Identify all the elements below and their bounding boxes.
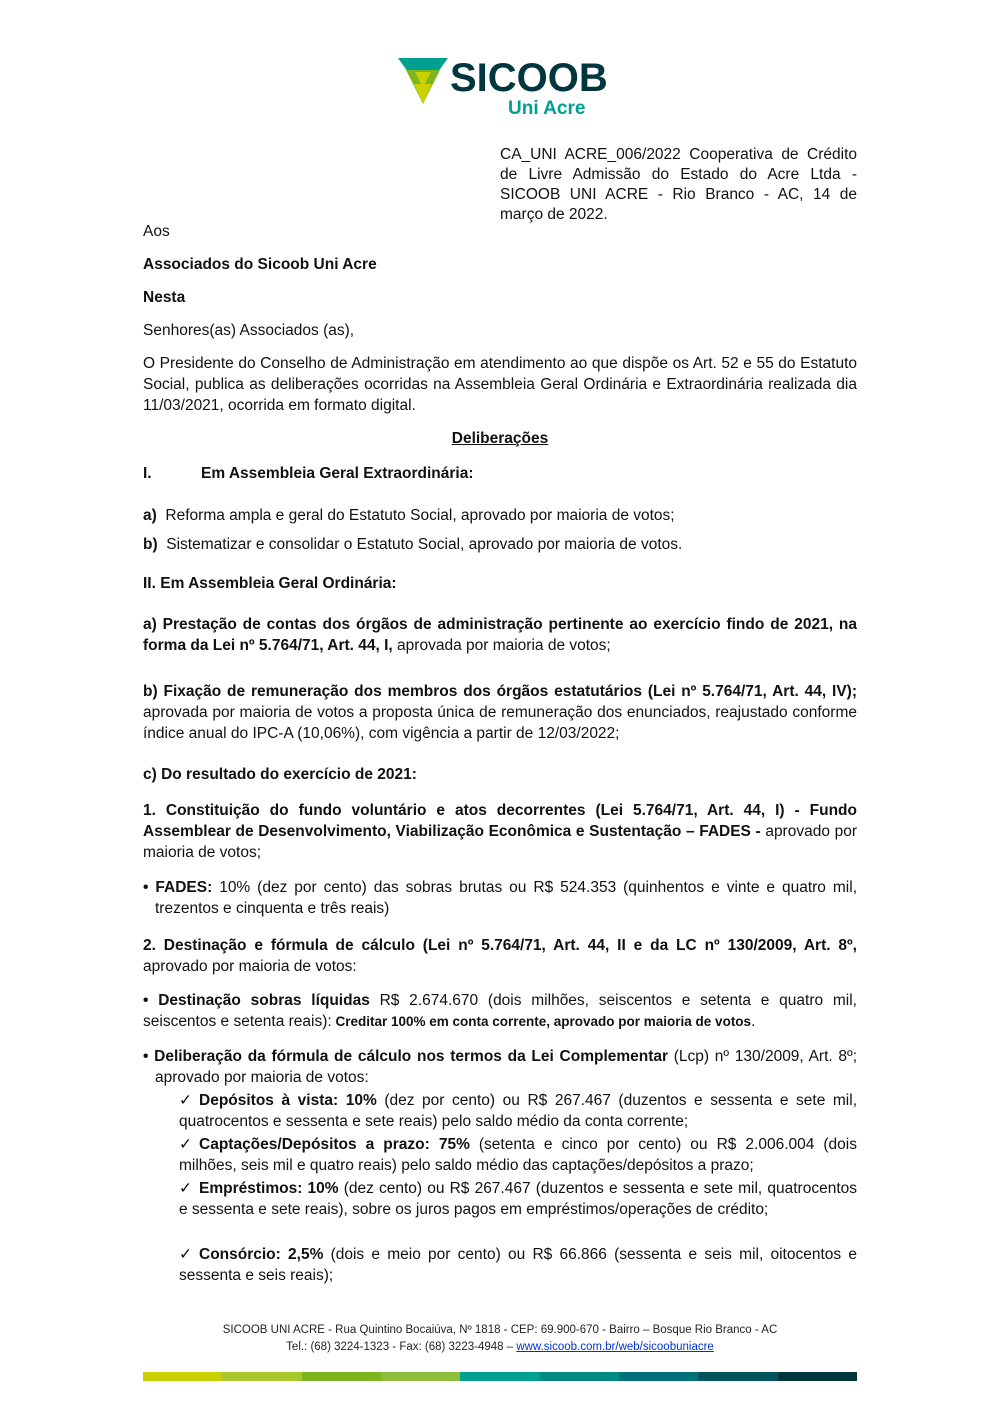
footer-contact (143, 1339, 857, 1355)
fades-constitution-text: aprovado por maioria de votos; (143, 823, 857, 861)
section-1-item-a (143, 505, 857, 526)
section-1-item-b-label: b) (143, 536, 158, 553)
recipient: Associados do Sicoob Uni Acre (143, 256, 377, 273)
section-1-item-a-label: a) (143, 507, 157, 524)
formula-bullet (143, 1046, 857, 1088)
check-item-2-bold: Captações/Depósitos a prazo: 75% (199, 1136, 470, 1153)
check-item-2 (179, 1134, 857, 1176)
check-item-3-bold: Empréstimos: 10% (199, 1180, 339, 1197)
section-2-item-c-title: c) Do resultado do exercício de 2021: (143, 766, 417, 783)
fades-bullet (143, 877, 857, 919)
check-item-3 (179, 1178, 857, 1220)
destination-formula-text: aprovado por maioria de votos: (143, 958, 357, 975)
footer-color-bar-segment (222, 1372, 301, 1381)
footer-color-bar-segment (540, 1372, 619, 1381)
section-1-item-b-text: Sistematizar e consolidar o Estatuto Social, aprovado por maioria de votos. (166, 536, 683, 553)
fades-constitution-bold: 1. Constituição do fundo voluntário e atos decorrentes (Lei 5.764/71, Art. 44, I) - Fundo Assemblear de Desenvolvimento, Viabilização Econômica e Sustentação – FADES - (143, 802, 857, 840)
checkmark-icon: ✓ (179, 1091, 192, 1109)
destination-bullet-end: . (751, 1013, 756, 1030)
check-item-1-bold: Depósitos à vista: 10% (199, 1092, 377, 1109)
section-2-item-b-text: aprovada por maioria de votos a proposta única de remuneração dos enunciados, reajustado conforme índice anual do IPC-A (10,06%), com vigência a partir de 12/03/2022; (143, 704, 857, 742)
document-reference: CA_UNI ACRE_006/2022 Cooperativa de Crédito de Livre Admissão do Estado do Acre Ltda - SICOOB UNI ACRE - Rio Branco - AC, 14 de março de 2022. (500, 146, 857, 223)
check-item-4-bold: Consórcio: 2,5% (199, 1246, 324, 1263)
brand-subtitle: Uni Acre (508, 98, 586, 119)
section-1-item-b (143, 534, 857, 555)
destination-bullet-note: Creditar 100% em conta corrente, aprovado por maioria de votos (331, 1014, 752, 1029)
destination-bullet-label: • Destinação sobras líquidas (143, 992, 370, 1009)
footer-website-link[interactable]: www.sicoob.com.br/web/sicoobuniacre (516, 1341, 714, 1353)
section-2-item-a (143, 614, 857, 656)
section-2-heading: II. Em Assembleia Geral Ordinária: (143, 575, 397, 592)
check-item-2-text: (setenta e cinco por cento) ou R$ 2.006.004 (dois milhões, seis mil e quatro reais) pelo saldo médio das captações/depósitos a prazo; (179, 1136, 857, 1174)
sicoob-logo (398, 58, 608, 122)
section-2-item-a-bold: a) Prestação de contas dos órgãos de administração pertinente ao exercício findo de 2021, na forma da Lei nº 5.764/71, Art. 44, I, (143, 616, 857, 654)
section-1-number: I. (143, 465, 152, 482)
greeting: Senhores(as) Associados (as), (143, 322, 355, 339)
section-1-heading (143, 463, 857, 484)
fades-constitution (143, 800, 857, 863)
sicoob-logo-mark-icon (398, 58, 448, 106)
checkmark-icon: ✓ (179, 1135, 192, 1153)
brand-name: SICOOB (450, 56, 608, 100)
checkmark-icon: ✓ (179, 1245, 192, 1263)
section-1-title: Em Assembleia Geral Extraordinária: (201, 465, 474, 482)
salutation-nesta: Nesta (143, 289, 186, 306)
section-1-item-a-text: Reforma ampla e geral do Estatuto Social, aprovado por maioria de votos; (165, 507, 675, 524)
section-2-item-b-bold: b) Fixação de remuneração dos membros dos órgãos estatutários (Lei nº 5.764/71, Art. 44, IV); (143, 683, 857, 700)
intro-paragraph: O Presidente do Conselho de Administração em atendimento ao que dispõe os Art. 52 e 55 do Estatuto Social, publica as deliberações ocorridas na Assembleia Geral Ordinária e Extraordinária realizada dia 11/03/2021, ocorrida em formato digital. (143, 355, 857, 414)
footer-color-bar-segment (698, 1372, 777, 1381)
footer-color-bar (143, 1372, 857, 1381)
check-item-1 (179, 1090, 857, 1132)
footer-color-bar-segment (381, 1372, 460, 1381)
checkmark-icon: ✓ (179, 1179, 192, 1197)
formula-bullet-label: • Deliberação da fórmula de cálculo nos termos da Lei Complementar (143, 1048, 669, 1065)
footer-phone: Tel.: (68) 3224-1323 - Fax: (68) 3223-4948 – (286, 1341, 517, 1353)
footer-address: SICOOB UNI ACRE - Rua Quintino Bocaiúva, Nº 1818 - CEP: 69.900-670 - Bairro – Bosque Rio Branco - AC (222, 1324, 778, 1336)
footer-color-bar-segment (302, 1372, 381, 1381)
footer-color-bar-segment (778, 1372, 857, 1381)
salutation-aos: Aos (143, 223, 170, 240)
check-item-1-text: (dez por cento) ou R$ 267.467 (duzentos e sessenta e sete mil, quatrocentos e sessenta e sete reais) pelo saldo médio da conta corrente; (179, 1092, 857, 1130)
destination-formula (143, 935, 857, 977)
destination-bullet (143, 990, 857, 1032)
fades-bullet-label: • FADES: (143, 879, 213, 896)
footer-color-bar-segment (619, 1372, 698, 1381)
fades-bullet-text: 10% (dez por cento) das sobras brutas ou R$ 524.353 (quinhentos e vinte e quatro mil, trezentos e cinquenta e três reais) (155, 879, 857, 917)
destination-bullet-text: R$ 2.674.670 (dois milhões, seiscentos e setenta e quatro mil, seiscentos e setenta reais): (143, 992, 857, 1030)
check-item-3-text: (dez cento) ou R$ 267.467 (duzentos e sessenta e sete mil, quatrocentos e sessenta e sete reais), sobre os juros pagos em empréstimos/operações de crédito; (179, 1180, 858, 1218)
destination-formula-bold: 2. Destinação e fórmula de cálculo (Lei nº 5.764/71, Art. 44, II e da LC nº 130/2009, Art. 8º, (143, 937, 857, 954)
footer-color-bar-segment (460, 1372, 539, 1381)
section-2-item-a-text: aprovada por maioria de votos; (392, 637, 611, 654)
section-2-item-b (143, 681, 857, 744)
deliberacoes-title: Deliberações (451, 430, 549, 447)
check-item-4 (179, 1244, 857, 1286)
footer-color-bar-segment (143, 1372, 222, 1381)
formula-bullet-text: (Lcp) nº 130/2009, Art. 8º; aprovado por maioria de votos: (155, 1048, 857, 1086)
check-item-4-text: (dois e meio por cento) ou R$ 66.866 (sessenta e seis mil, oitocentos e sessenta e seis reais); (179, 1246, 857, 1284)
